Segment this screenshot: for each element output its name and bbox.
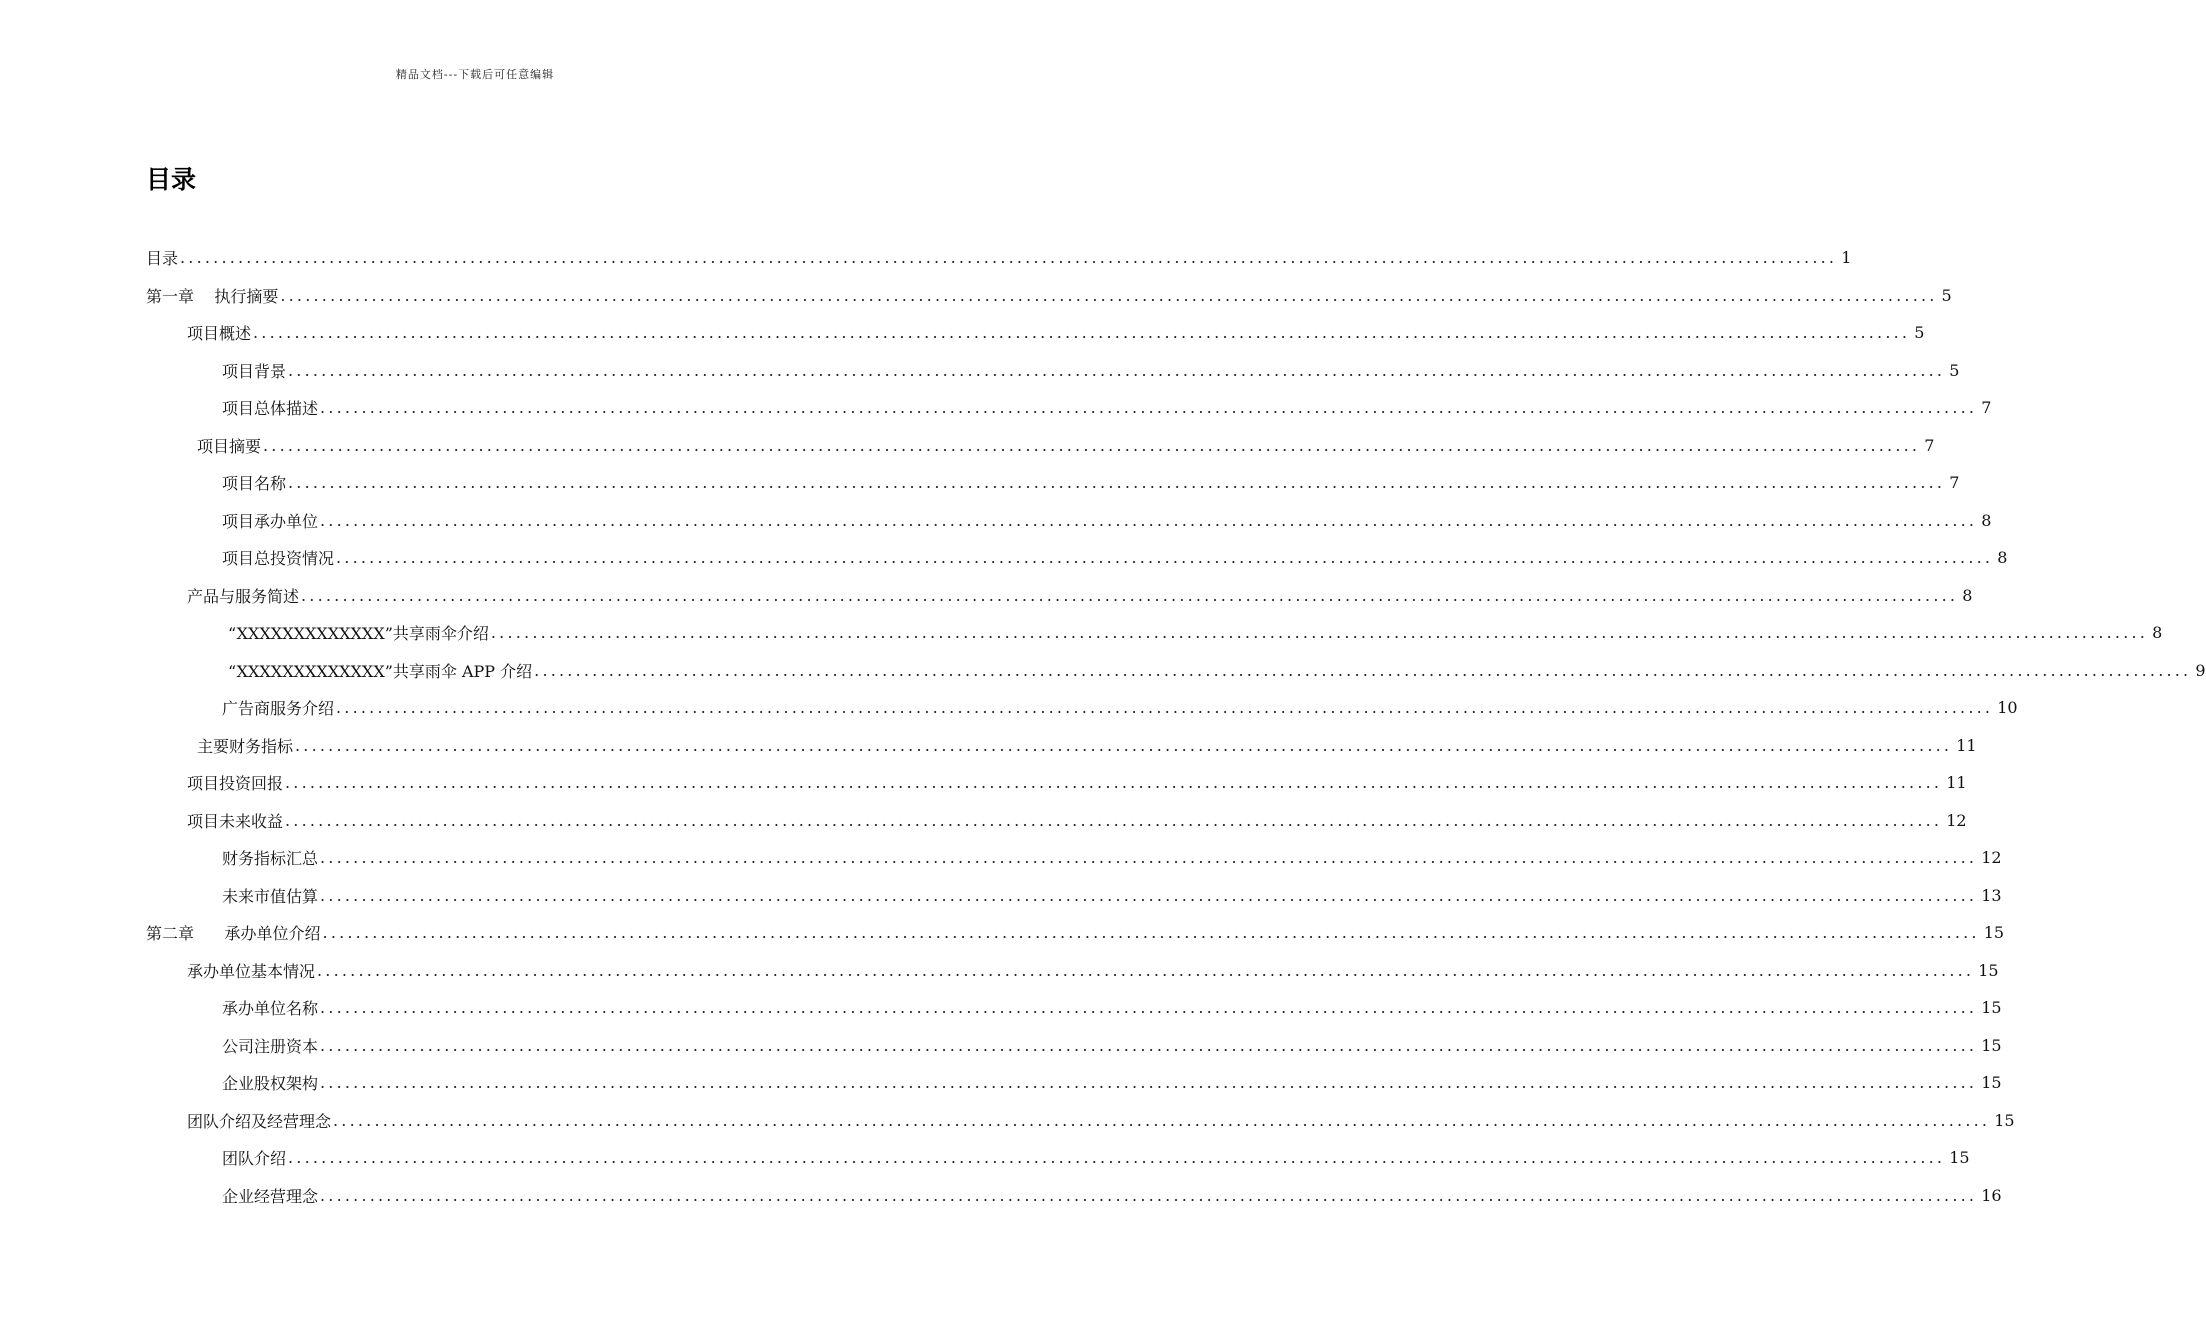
toc-page-number: 12 xyxy=(1946,810,1967,830)
toc-dot-leader: ........................................................................................................................................................................................................ xyxy=(320,1035,1978,1055)
toc-dot-leader: ........................................................................................................................................................................................................ xyxy=(285,773,1943,793)
toc-page-number: 16 xyxy=(1981,1185,2002,1205)
toc-dot-leader: ........................................................................................................................................................................................................ xyxy=(280,285,1938,305)
toc-entry[interactable] xyxy=(228,614,2163,652)
toc-entry[interactable] xyxy=(197,427,1935,465)
toc-entry-title: 目录 xyxy=(146,249,179,269)
toc-entry-title: 公司注册资本 xyxy=(222,1036,319,1056)
toc-dot-leader: ........................................................................................................................................................................................................ xyxy=(320,998,1978,1018)
toc-entry-title: 项目背景 xyxy=(222,361,287,381)
toc-entry[interactable] xyxy=(222,1064,2002,1102)
toc-dot-leader: ........................................................................................................................................................................................................ xyxy=(317,960,1975,980)
toc-dot-leader: ........................................................................................................................................................................................................ xyxy=(288,473,1946,493)
toc-entry[interactable] xyxy=(222,1177,2002,1215)
toc-dot-leader: ........................................................................................................................................................................................................ xyxy=(263,435,1921,455)
toc-entry[interactable] xyxy=(187,764,1967,802)
toc-entry-title: 承办单位基本情况 xyxy=(187,961,316,981)
toc-page-number: 9 xyxy=(2195,660,2206,680)
toc-entry[interactable] xyxy=(222,839,2002,877)
toc-page-number: 8 xyxy=(1981,510,1992,530)
toc-entry[interactable] xyxy=(222,352,1960,390)
toc-dot-leader: ........................................................................................................................................................................................................ xyxy=(534,660,2192,680)
toc-page-number: 7 xyxy=(1981,398,1992,418)
toc-entry[interactable] xyxy=(228,652,2206,690)
toc-entry[interactable] xyxy=(222,1027,2002,1065)
toc-entry-title: 项目概述 xyxy=(187,324,252,344)
toc-entry[interactable] xyxy=(146,277,1952,315)
toc-dot-leader: ........................................................................................................................................................................................................ xyxy=(333,1110,1991,1130)
toc-entry[interactable] xyxy=(222,502,1992,540)
toc-dot-leader: ........................................................................................................................................................................................................ xyxy=(285,810,1943,830)
toc-entry-title: 项目未来收益 xyxy=(187,811,284,831)
toc-page-number: 15 xyxy=(1949,1148,1970,1168)
toc-dot-leader: ........................................................................................................................................................................................................ xyxy=(301,585,1959,605)
toc-entry-title: 主要财务指标 xyxy=(197,736,294,756)
toc-entry-title: 团队介绍 xyxy=(222,1149,287,1169)
toc-entry-title: 项目摘要 xyxy=(197,436,262,456)
toc-entry-title: 产品与服务简述 xyxy=(187,586,300,606)
toc-entry-title: 项目总体描述 xyxy=(222,399,319,419)
toc-page-number: 8 xyxy=(2152,623,2163,643)
toc-dot-leader: ........................................................................................................................................................................................................ xyxy=(490,623,2149,643)
toc-page-number: 8 xyxy=(1997,548,2008,568)
toc-page-number: 5 xyxy=(1914,323,1925,343)
toc-dot-leader: ........................................................................................................................................................................................................ xyxy=(320,885,1978,905)
toc-entry-title: “XXXXXXXXXXXXX”共享雨伞介绍 xyxy=(228,624,489,644)
toc-dot-leader: ........................................................................................................................................................................................................ xyxy=(320,1185,1978,1205)
toc-page-number: 15 xyxy=(1981,1035,2002,1055)
toc-entry-title: 企业经营理念 xyxy=(222,1186,319,1206)
toc-dot-leader: ........................................................................................................................................................................................................ xyxy=(336,698,1994,718)
toc-page-number: 7 xyxy=(1949,473,1960,493)
toc-dot-leader: ........................................................................................................................................................................................................ xyxy=(320,510,1978,530)
toc-entry[interactable] xyxy=(187,802,1967,840)
toc-page-number: 1 xyxy=(1841,248,1852,268)
toc-entry-title: 团队介绍及经营理念 xyxy=(187,1111,332,1131)
toc-page-number: 15 xyxy=(1981,998,2002,1018)
toc-entry[interactable] xyxy=(222,989,2002,1027)
toc-entry[interactable] xyxy=(187,314,1925,352)
toc-page-number: 15 xyxy=(1978,960,1999,980)
toc-entry-title: 第一章 执行摘要 xyxy=(146,286,279,306)
toc-entry-title: “XXXXXXXXXXXXX”共享雨伞 APP 介绍 xyxy=(228,661,533,681)
page-title: 目录 xyxy=(146,165,197,194)
toc-dot-leader: ........................................................................................................................................................................................................ xyxy=(320,848,1978,868)
toc-entry[interactable] xyxy=(187,1102,2015,1140)
toc-entry[interactable] xyxy=(146,914,2005,952)
toc-page-number: 13 xyxy=(1981,885,2002,905)
toc-dot-leader: ........................................................................................................................................................................................................ xyxy=(253,323,1911,343)
toc-entry-title: 第二章 承办单位介绍 xyxy=(146,924,321,944)
toc-entry[interactable] xyxy=(222,389,1992,427)
toc-entry[interactable] xyxy=(222,539,2008,577)
toc-entry[interactable] xyxy=(187,952,1999,990)
toc-entry-title: 项目投资回报 xyxy=(187,774,284,794)
toc-entry[interactable] xyxy=(222,877,2002,915)
toc-page-number: 11 xyxy=(1946,773,1967,793)
toc-dot-leader: ........................................................................................................................................................................................................ xyxy=(288,360,1946,380)
toc-page-number: 10 xyxy=(1997,698,2018,718)
toc-page-number: 5 xyxy=(1949,360,1960,380)
page-header: 精品文档---下载后可任意编辑 xyxy=(395,68,555,81)
toc-page-number: 11 xyxy=(1956,735,1977,755)
toc-page-number: 15 xyxy=(1981,1073,2002,1093)
toc-dot-leader: ........................................................................................................................................................................................................ xyxy=(320,398,1978,418)
toc-dot-leader: ........................................................................................................................................................................................................ xyxy=(322,923,1980,943)
toc-entry-title: 企业股权架构 xyxy=(222,1074,319,1094)
toc-entry-title: 广告商服务介绍 xyxy=(222,699,335,719)
toc-entry-title: 项目总投资情况 xyxy=(222,549,335,569)
toc-entry-title: 承办单位名称 xyxy=(222,999,319,1019)
toc-entry[interactable] xyxy=(222,1139,1970,1177)
toc-page-number: 15 xyxy=(1994,1110,2015,1130)
toc-page-number: 12 xyxy=(1981,848,2002,868)
toc-page-number: 7 xyxy=(1924,435,1935,455)
toc-page-number: 5 xyxy=(1941,285,1952,305)
toc-entry[interactable] xyxy=(222,689,2018,727)
toc-entry[interactable] xyxy=(146,239,1852,277)
toc-dot-leader: ........................................................................................................................................................................................................ xyxy=(295,735,1953,755)
toc-dot-leader: ........................................................................................................................................................................................................ xyxy=(180,248,1838,268)
toc-entry-title: 项目名称 xyxy=(222,474,287,494)
toc-entry[interactable] xyxy=(197,727,1977,765)
toc-dot-leader: ........................................................................................................................................................................................................ xyxy=(336,548,1994,568)
toc-dot-leader: ........................................................................................................................................................................................................ xyxy=(288,1148,1946,1168)
toc-entry-title: 项目承办单位 xyxy=(222,511,319,531)
toc-entry[interactable] xyxy=(187,577,1973,615)
toc-entry-title: 未来市值估算 xyxy=(222,886,319,906)
toc-dot-leader: ........................................................................................................................................................................................................ xyxy=(320,1073,1978,1093)
toc-entry-title: 财务指标汇总 xyxy=(222,849,319,869)
toc-page-number: 15 xyxy=(1983,923,2005,943)
toc-page-number: 8 xyxy=(1962,585,1973,605)
toc-entry[interactable] xyxy=(222,464,1960,502)
